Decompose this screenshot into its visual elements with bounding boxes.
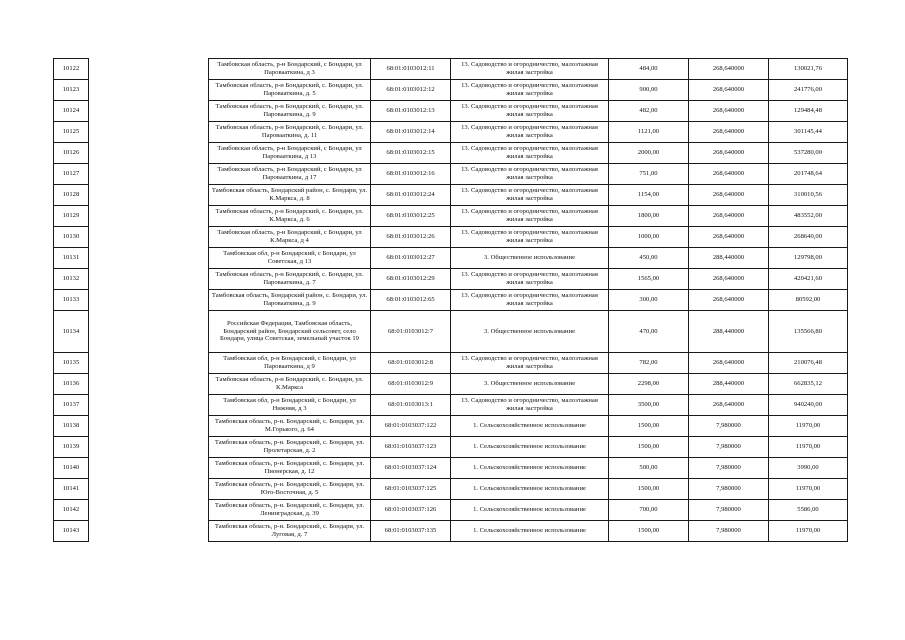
land-use-cell: 1. Сельскохозяйственное использование [450,520,609,542]
land-use-cell: 3. Общественное использование [450,373,609,395]
rate-cell: 288,440000 [688,310,769,353]
land-use-cell: 13. Садоводство и огородничество, малоэтажная жилая застройка [450,121,609,143]
cadastral-cell: 68:01:0103037:122 [370,415,451,437]
land-use-cell: 13. Садоводство и огородничество, малоэтажная жилая застройка [450,100,609,122]
cadastral-cell: 68:01:0103012:14 [370,121,451,143]
address-cell: Тамбовская область, р-н. Бондарский, с. Бондари, ул. Юго-Восточная, д. 5 [208,478,371,500]
land-use-cell: 13. Садоводство и огородничество, малоэтажная жилая застройка [450,205,609,227]
row-number-cell: 10127 [53,163,89,185]
cadastral-value-cell: 310010,56 [768,184,848,206]
rate-cell: 268,640000 [688,268,769,290]
area-cell: 2000,00 [608,142,689,164]
row-number-cell: 10140 [53,457,89,479]
land-use-cell: 13. Садоводство и огородничество, малоэтажная жилая застройка [450,226,609,248]
rate-cell: 268,640000 [688,121,769,143]
address-cell: Тамбовская область, р-н Бондарский, с. Бондари, ул. Паровааткина, д. 9 [208,100,371,122]
cadastral-value-cell: 11970,00 [768,520,848,542]
rate-cell: 7,980000 [688,415,769,437]
land-use-cell: 1. Сельскохозяйственное использование [450,457,609,479]
land-use-cell: 3. Общественное использование [450,247,609,269]
cadastral-value-cell: 11970,00 [768,415,848,437]
row-number-cell: 10128 [53,184,89,206]
address-cell: Тамбовская область, р-н Бондарский, с. Бондари, ул. Паровааткина, д. 7 [208,268,371,290]
rate-cell: 7,980000 [688,478,769,500]
rate-cell: 7,980000 [688,436,769,458]
cadastral-value-cell: 5586,00 [768,499,848,521]
cadastral-cell: 68:01:0103012:13 [370,100,451,122]
address-cell: Тамбовская область, р-н. Бондарский, с. Бондари, ул. Пионерская, д. 12 [208,457,371,479]
area-cell: 1500,00 [608,415,689,437]
cadastral-value-cell: 662835,12 [768,373,848,395]
rate-cell: 288,440000 [688,247,769,269]
address-cell: Тамбовская область, Бондарский район, с. Бондари, ул. К.Маркса, д. 8 [208,184,371,206]
area-cell: 500,00 [608,457,689,479]
land-use-cell: 1. Сельскохозяйственное использование [450,499,609,521]
row-number-cell: 10134 [53,310,89,353]
rate-cell: 268,640000 [688,289,769,311]
cadastral-cell: 68:01:0103012:8 [370,352,451,374]
rate-cell: 268,640000 [688,394,769,416]
row-number-cell: 10124 [53,100,89,122]
address-cell: Тамбовская область, р-н. Бондарский, с. Бондари, ул. Пролетарская, д. 2 [208,436,371,458]
address-cell: Тамбовская область, р-н Бондарский, с. Бондари, ул. К.Маркса [208,373,371,395]
cadastral-value-cell: 940240,00 [768,394,848,416]
row-number-cell: 10126 [53,142,89,164]
cadastral-value-cell: 483552,00 [768,205,848,227]
address-cell: Тамбовская область, р-н Бондарский, с Бондари, ул Паровааткина, д 17 [208,163,371,185]
cadastral-value-cell: 268640,00 [768,226,848,248]
area-cell: 1800,00 [608,205,689,227]
area-cell: 1565,00 [608,268,689,290]
address-cell: Тамбовская область, р-н. Бондарский, с. Бондари, ул. Луговая, д. 7 [208,520,371,542]
cadastral-cell: 68:01:0103012:11 [370,58,451,80]
rate-cell: 288,440000 [688,373,769,395]
cadastral-value-cell: 201748,64 [768,163,848,185]
address-cell: Тамбовская обл, р-н Бондарский, с Бондари, ул Советская, д 13 [208,247,371,269]
land-use-cell: 1. Сельскохозяйственное использование [450,436,609,458]
cadastral-cell: 68:01:0103037:126 [370,499,451,521]
cadastral-cell: 68:01:0103012:27 [370,247,451,269]
rate-cell: 268,640000 [688,184,769,206]
cadastral-value-cell: 135566,80 [768,310,848,353]
cadastral-cell: 68:01:0103012:25 [370,205,451,227]
land-use-cell: 13. Садоводство и огородничество, малоэтажная жилая застройка [450,289,609,311]
address-cell: Тамбовская область, р-н Бондарский, с. Бондари, ул. Паровааткина, д. 5 [208,79,371,101]
cadastral-value-cell: 80592,00 [768,289,848,311]
land-use-cell: 13. Садоводство и огородничество, малоэтажная жилая застройка [450,79,609,101]
area-cell: 1000,00 [608,226,689,248]
rate-cell: 268,640000 [688,79,769,101]
land-use-cell: 13. Садоводство и огородничество, малоэтажная жилая застройка [450,268,609,290]
cadastral-value-cell: 420421,60 [768,268,848,290]
address-cell: Тамбовская область, р-н Бондарский, с. Бондари, ул. Паровааткина, д. 11 [208,121,371,143]
cadastral-cell: 68:01:0103012:7 [370,310,451,353]
row-number-cell: 10143 [53,520,89,542]
land-use-cell: 13. Садоводство и огородничество, малоэтажная жилая застройка [450,394,609,416]
address-cell: Тамбовская область, р-н Бондарский, с Бондари, ул Паровааткина, д 3 [208,58,371,80]
row-number-cell: 10129 [53,205,89,227]
area-cell: 700,00 [608,499,689,521]
row-number-cell: 10123 [53,79,89,101]
land-use-cell: 13. Садоводство и огородничество, малоэтажная жилая застройка [450,58,609,80]
row-number-cell: 10125 [53,121,89,143]
cadastral-cell: 68:01:0103012:24 [370,184,451,206]
rate-cell: 7,980000 [688,457,769,479]
area-cell: 1154,00 [608,184,689,206]
row-number-cell: 10136 [53,373,89,395]
cadastral-value-cell: 3990,00 [768,457,848,479]
rate-cell: 268,640000 [688,352,769,374]
cadastral-value-cell: 210076,48 [768,352,848,374]
cadastral-cell: 68:01:0103013:1 [370,394,451,416]
row-number-cell: 10130 [53,226,89,248]
area-cell: 2298,00 [608,373,689,395]
cadastral-value-cell: 11970,00 [768,436,848,458]
row-number-cell: 10139 [53,436,89,458]
area-cell: 900,00 [608,79,689,101]
row-number-cell: 10131 [53,247,89,269]
land-use-cell: 13. Садоводство и огородничество, малоэтажная жилая застройка [450,184,609,206]
address-cell: Тамбовская обл, р-н Бондарский, с Бондари, ул Нижняя, д 3 [208,394,371,416]
rate-cell: 268,640000 [688,142,769,164]
address-cell: Тамбовская область, р-н Бондарский, с Бондари, ул Паровааткина, д 13 [208,142,371,164]
cadastral-cell: 68:01:0103012:65 [370,289,451,311]
rate-cell: 268,640000 [688,205,769,227]
area-cell: 782,00 [608,352,689,374]
cadastral-cell: 68:01:0103012:12 [370,79,451,101]
area-cell: 1500,00 [608,478,689,500]
cadastral-value-cell: 130021,76 [768,58,848,80]
area-cell: 484,00 [608,58,689,80]
address-cell: Тамбовская область, Бондарский район, с. Бондари, ул. Паровааткина, д. 9 [208,289,371,311]
land-use-cell: 13. Садоводство и огородничество, малоэтажная жилая застройка [450,142,609,164]
land-use-cell: 1. Сельскохозяйственное использование [450,478,609,500]
cadastral-cell: 68:01:0103012:15 [370,142,451,164]
area-cell: 450,00 [608,247,689,269]
cadastral-cell: 68:01:0103037:123 [370,436,451,458]
address-cell: Российская Федерация, Тамбовская область, Бондарский район, Бондарский сельсовет, село Бондари, улица Советская, земельный участок 19 [208,310,371,353]
cadastral-value-cell: 11970,00 [768,478,848,500]
land-use-cell: 1. Сельскохозяйственное использование [450,415,609,437]
rate-cell: 268,640000 [688,163,769,185]
land-use-cell: 13. Садоводство и огородничество, малоэтажная жилая застройка [450,163,609,185]
row-number-cell: 10137 [53,394,89,416]
rate-cell: 7,980000 [688,499,769,521]
cadastral-value-cell: 241776,00 [768,79,848,101]
area-cell: 300,00 [608,289,689,311]
row-number-cell: 10132 [53,268,89,290]
cadastral-cell: 68:01:0103012:16 [370,163,451,185]
row-number-cell: 10142 [53,499,89,521]
land-use-cell: 3. Общественное использование [450,310,609,353]
area-cell: 1500,00 [608,436,689,458]
area-cell: 482,00 [608,100,689,122]
area-cell: 470,00 [608,310,689,353]
cadastral-value-cell: 537280,00 [768,142,848,164]
cadastral-value-cell: 129798,00 [768,247,848,269]
land-use-cell: 13. Садоводство и огородничество, малоэтажная жилая застройка [450,352,609,374]
cadastral-value-cell: 129484,48 [768,100,848,122]
cadastral-cell: 68:01:0103012:26 [370,226,451,248]
cadastral-cell: 68:01:0103037:135 [370,520,451,542]
row-number-cell: 10138 [53,415,89,437]
area-cell: 751,00 [608,163,689,185]
cadastral-cell: 68:01:0103037:124 [370,457,451,479]
address-cell: Тамбовская область, р-н. Бондарский, с. Бондари, ул. Ленинградская, д. 39 [208,499,371,521]
cadastral-cell: 68:01:0103012:29 [370,268,451,290]
cadastral-cell: 68:01:0103012:9 [370,373,451,395]
row-number-cell: 10133 [53,289,89,311]
row-number-cell: 10122 [53,58,89,80]
row-number-cell: 10135 [53,352,89,374]
address-cell: Тамбовская область, р-н. Бондарский, с. Бондари, ул. М.Горького, д. 64 [208,415,371,437]
rate-cell: 268,640000 [688,100,769,122]
row-number-cell: 10141 [53,478,89,500]
rate-cell: 7,980000 [688,520,769,542]
cadastral-cell: 68:01:0103037:125 [370,478,451,500]
address-cell: Тамбовская область, р-н Бондарский, с Бондари, ул К.Маркса, д 4 [208,226,371,248]
area-cell: 1500,00 [608,520,689,542]
area-cell: 1121,00 [608,121,689,143]
area-cell: 3500,00 [608,394,689,416]
cadastral-value-cell: 301145,44 [768,121,848,143]
address-cell: Тамбовская обл, р-н Бондарский, с Бондари, ул Паровааткина, д 9 [208,352,371,374]
rate-cell: 268,640000 [688,58,769,80]
address-cell: Тамбовская область, р-н Бондарский, с. Бондари, ул. К.Маркса, д. 6 [208,205,371,227]
rate-cell: 268,640000 [688,226,769,248]
